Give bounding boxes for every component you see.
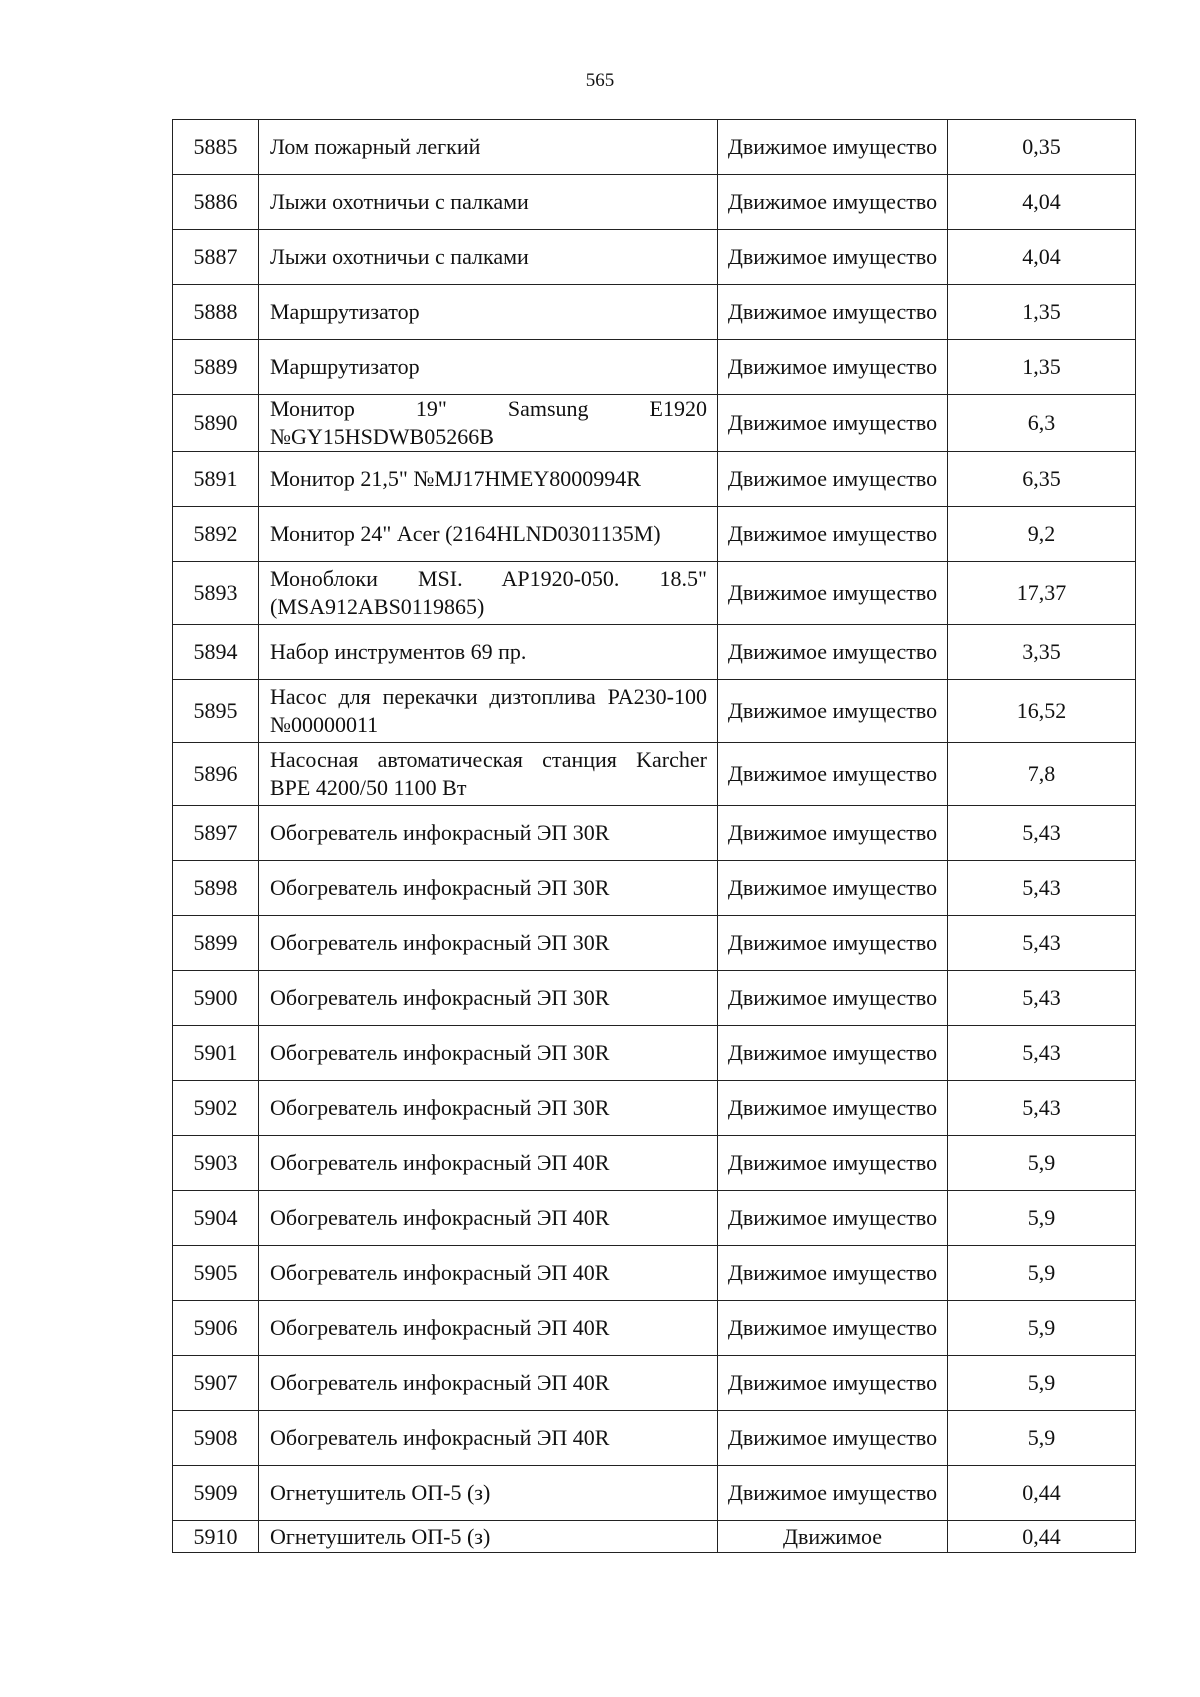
row-number: 5900 [173,971,259,1026]
item-name: Лыжи охотничьи с палками [259,175,718,230]
item-name: Обогреватель инфокрасный ЭП 30R [259,806,718,861]
item-name: Насосная автоматическая станция Karcher BPE 4200/50 1100 Вт [259,743,718,806]
item-value: 0,44 [948,1466,1136,1521]
row-number: 5885 [173,120,259,175]
item-name: Обогреватель инфокрасный ЭП 30R [259,861,718,916]
property-type: Движимое имущество [718,562,948,625]
item-value: 4,04 [948,175,1136,230]
item-value: 4,04 [948,230,1136,285]
row-number: 5902 [173,1081,259,1136]
inventory-table [172,119,1136,1553]
row-number: 5888 [173,285,259,340]
item-name: Огнетушитель ОП-5 (з) [259,1521,718,1553]
item-value: 0,44 [948,1521,1136,1553]
item-value: 5,43 [948,1081,1136,1136]
row-number: 5905 [173,1246,259,1301]
item-name: Обогреватель инфокрасный ЭП 40R [259,1411,718,1466]
table-row [173,340,1136,395]
table-row [173,1136,1136,1191]
item-name: Маршрутизатор [259,285,718,340]
property-type: Движимое имущество [718,680,948,743]
row-number: 5897 [173,806,259,861]
item-value: 7,8 [948,743,1136,806]
row-number: 5886 [173,175,259,230]
table-row [173,1081,1136,1136]
property-type: Движимое имущество [718,1466,948,1521]
item-name: Набор инструментов 69 пр. [259,625,718,680]
table-row [173,971,1136,1026]
item-value: 5,9 [948,1301,1136,1356]
row-number: 5898 [173,861,259,916]
property-type: Движимое имущество [718,452,948,507]
property-type: Движимое имущество [718,743,948,806]
item-value: 1,35 [948,340,1136,395]
table-row [173,395,1136,452]
row-number: 5896 [173,743,259,806]
item-name: Маршрутизатор [259,340,718,395]
item-name: Огнетушитель ОП-5 (з) [259,1466,718,1521]
item-value: 5,43 [948,916,1136,971]
table-row [173,743,1136,806]
row-number: 5889 [173,340,259,395]
row-number: 5904 [173,1191,259,1246]
table-row [173,916,1136,971]
table-row [173,1521,1136,1553]
table-row [173,230,1136,285]
item-name: Обогреватель инфокрасный ЭП 30R [259,1026,718,1081]
property-type: Движимое имущество [718,1301,948,1356]
row-number: 5906 [173,1301,259,1356]
item-name: Лыжи охотничьи с палками [259,230,718,285]
property-type: Движимое имущество [718,861,948,916]
table-row [173,285,1136,340]
property-type: Движимое имущество [718,1411,948,1466]
table-row [173,861,1136,916]
item-name: Обогреватель инфокрасный ЭП 30R [259,1081,718,1136]
property-type: Движимое имущество [718,175,948,230]
item-value: 6,3 [948,395,1136,452]
item-value: 1,35 [948,285,1136,340]
property-type: Движимое имущество [718,971,948,1026]
item-name: Обогреватель инфокрасный ЭП 40R [259,1356,718,1411]
item-value: 5,9 [948,1411,1136,1466]
property-type: Движимое имущество [718,340,948,395]
table-row [173,452,1136,507]
property-type: Движимое имущество [718,916,948,971]
row-number: 5893 [173,562,259,625]
table-row [173,1356,1136,1411]
table-row [173,1246,1136,1301]
item-value: 5,9 [948,1356,1136,1411]
row-number: 5891 [173,452,259,507]
property-type: Движимое [718,1521,948,1553]
row-number: 5908 [173,1411,259,1466]
property-type: Движимое имущество [718,806,948,861]
property-type: Движимое имущество [718,395,948,452]
property-type: Движимое имущество [718,507,948,562]
item-name: Моноблоки MSI. AP1920-050. 18.5" (MSA912ABS0119865) [259,562,718,625]
table-row [173,1411,1136,1466]
property-type: Движимое имущество [718,1246,948,1301]
table-row [173,625,1136,680]
row-number: 5899 [173,916,259,971]
table-row [173,507,1136,562]
item-name: Насос для перекачки дизтоплива PA230-100 №00000011 [259,680,718,743]
table-row [173,562,1136,625]
row-number: 5895 [173,680,259,743]
row-number: 5907 [173,1356,259,1411]
item-value: 5,9 [948,1246,1136,1301]
property-type: Движимое имущество [718,1191,948,1246]
item-name: Лом пожарный легкий [259,120,718,175]
item-value: 6,35 [948,452,1136,507]
item-value: 5,9 [948,1191,1136,1246]
item-name: Обогреватель инфокрасный ЭП 40R [259,1136,718,1191]
item-value: 5,9 [948,1136,1136,1191]
item-value: 9,2 [948,507,1136,562]
item-value: 5,43 [948,806,1136,861]
item-value: 5,43 [948,861,1136,916]
item-value: 5,43 [948,971,1136,1026]
row-number: 5894 [173,625,259,680]
item-value: 5,43 [948,1026,1136,1081]
property-type: Движимое имущество [718,1136,948,1191]
table-row [173,120,1136,175]
property-type: Движимое имущество [718,1026,948,1081]
property-type: Движимое имущество [718,120,948,175]
item-name: Обогреватель инфокрасный ЭП 40R [259,1246,718,1301]
row-number: 5903 [173,1136,259,1191]
row-number: 5910 [173,1521,259,1553]
item-name: Монитор 21,5" №MJ17HMEY8000994R [259,452,718,507]
table-row [173,1191,1136,1246]
row-number: 5901 [173,1026,259,1081]
row-number: 5909 [173,1466,259,1521]
row-number: 5892 [173,507,259,562]
table-row [173,1466,1136,1521]
item-name: Обогреватель инфокрасный ЭП 40R [259,1301,718,1356]
property-type: Движимое имущество [718,285,948,340]
row-number: 5887 [173,230,259,285]
property-type: Движимое имущество [718,625,948,680]
table-row [173,1301,1136,1356]
table-row [173,806,1136,861]
item-value: 0,35 [948,120,1136,175]
item-value: 17,37 [948,562,1136,625]
item-name: Обогреватель инфокрасный ЭП 30R [259,971,718,1026]
property-type: Движимое имущество [718,230,948,285]
table-row [173,680,1136,743]
property-type: Движимое имущество [718,1356,948,1411]
property-type: Движимое имущество [718,1081,948,1136]
table-row [173,175,1136,230]
item-name: Монитор 19" Samsung E1920 №GY15HSDWB05266B [259,395,718,452]
item-value: 3,35 [948,625,1136,680]
item-name: Обогреватель инфокрасный ЭП 40R [259,1191,718,1246]
item-name: Обогреватель инфокрасный ЭП 30R [259,916,718,971]
item-name: Монитор 24" Acer (2164HLND0301135M) [259,507,718,562]
table-row [173,1026,1136,1081]
row-number: 5890 [173,395,259,452]
item-value: 16,52 [948,680,1136,743]
page-number: 565 [585,70,615,91]
